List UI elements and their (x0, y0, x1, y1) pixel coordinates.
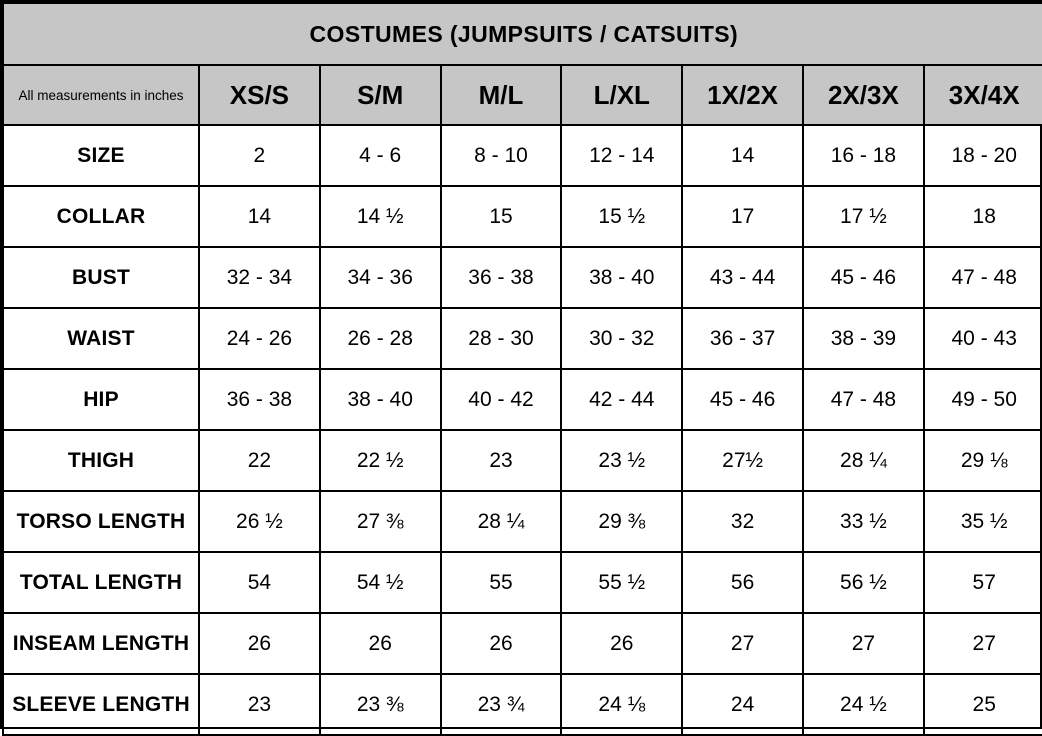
column-header-row (3, 65, 1042, 125)
column-header-l-xl: L/XL (561, 65, 682, 125)
cell-thigh-l-xl: 23 ½ (561, 430, 682, 491)
cell-torso-length-s-m: 27 ⅜ (320, 491, 441, 552)
cell-hip-s-m: 38 - 40 (320, 369, 441, 430)
cell-torso-length-3x-4x: 35 ½ (924, 491, 1042, 552)
row-label-waist: WAIST (3, 308, 199, 369)
cell-torso-length-1x-2x: 32 (682, 491, 803, 552)
column-header-s-m: S/M (320, 65, 441, 125)
cell-thigh-xs-s: 22 (199, 430, 320, 491)
cell-sleeve-length-l-xl: 24 ⅛ (561, 674, 682, 735)
cell-thigh-m-l: 23 (441, 430, 562, 491)
cell-hip-2x-3x: 47 - 48 (803, 369, 924, 430)
cell-size-m-l: 8 - 10 (441, 125, 562, 186)
cell-bust-3x-4x: 47 - 48 (924, 247, 1042, 308)
row-label-collar: COLLAR (3, 186, 199, 247)
cell-hip-xs-s: 36 - 38 (199, 369, 320, 430)
cell-torso-length-m-l: 28 ¼ (441, 491, 562, 552)
cell-inseam-length-2x-3x: 27 (803, 613, 924, 674)
cell-torso-length-l-xl: 29 ⅜ (561, 491, 682, 552)
cell-waist-s-m: 26 - 28 (320, 308, 441, 369)
column-header-1x-2x: 1X/2X (682, 65, 803, 125)
row-label-thigh: THIGH (3, 430, 199, 491)
table-row (3, 552, 1042, 613)
measurement-units-note: All measurements in inches (3, 65, 199, 125)
cell-hip-l-xl: 42 - 44 (561, 369, 682, 430)
table-row (3, 308, 1042, 369)
table-row (3, 369, 1042, 430)
cell-inseam-length-s-m: 26 (320, 613, 441, 674)
cell-collar-xs-s: 14 (199, 186, 320, 247)
cell-total-length-3x-4x: 57 (924, 552, 1042, 613)
cell-size-xs-s: 2 (199, 125, 320, 186)
cell-waist-l-xl: 30 - 32 (561, 308, 682, 369)
cell-hip-1x-2x: 45 - 46 (682, 369, 803, 430)
cell-sleeve-length-m-l: 23 ¾ (441, 674, 562, 735)
cell-inseam-length-xs-s: 26 (199, 613, 320, 674)
cell-thigh-3x-4x: 29 ⅛ (924, 430, 1042, 491)
cell-collar-s-m: 14 ½ (320, 186, 441, 247)
cell-total-length-xs-s: 54 (199, 552, 320, 613)
cell-inseam-length-l-xl: 26 (561, 613, 682, 674)
cell-collar-1x-2x: 17 (682, 186, 803, 247)
cell-total-length-s-m: 54 ½ (320, 552, 441, 613)
row-label-total-length: TOTAL LENGTH (3, 552, 199, 613)
cell-hip-m-l: 40 - 42 (441, 369, 562, 430)
cell-thigh-1x-2x: 27½ (682, 430, 803, 491)
table-row (3, 674, 1042, 735)
cell-bust-l-xl: 38 - 40 (561, 247, 682, 308)
cell-sleeve-length-3x-4x: 25 (924, 674, 1042, 735)
cell-size-2x-3x: 16 - 18 (803, 125, 924, 186)
table-body (3, 125, 1042, 735)
table-row (3, 247, 1042, 308)
cell-size-s-m: 4 - 6 (320, 125, 441, 186)
cell-total-length-l-xl: 55 ½ (561, 552, 682, 613)
cell-waist-m-l: 28 - 30 (441, 308, 562, 369)
cell-size-1x-2x: 14 (682, 125, 803, 186)
table-row (3, 491, 1042, 552)
cell-sleeve-length-xs-s: 23 (199, 674, 320, 735)
cell-size-l-xl: 12 - 14 (561, 125, 682, 186)
cell-inseam-length-3x-4x: 27 (924, 613, 1042, 674)
row-label-inseam-length: INSEAM LENGTH (3, 613, 199, 674)
cell-total-length-2x-3x: 56 ½ (803, 552, 924, 613)
table-row (3, 125, 1042, 186)
title-row (3, 3, 1042, 65)
column-header-2x-3x: 2X/3X (803, 65, 924, 125)
cell-torso-length-xs-s: 26 ½ (199, 491, 320, 552)
table-row (3, 186, 1042, 247)
cell-sleeve-length-2x-3x: 24 ½ (803, 674, 924, 735)
cell-waist-3x-4x: 40 - 43 (924, 308, 1042, 369)
cell-bust-1x-2x: 43 - 44 (682, 247, 803, 308)
cell-thigh-s-m: 22 ½ (320, 430, 441, 491)
cell-waist-xs-s: 24 - 26 (199, 308, 320, 369)
table-row (3, 430, 1042, 491)
cell-bust-2x-3x: 45 - 46 (803, 247, 924, 308)
size-chart-table (2, 2, 1042, 736)
column-header-m-l: M/L (441, 65, 562, 125)
cell-collar-3x-4x: 18 (924, 186, 1042, 247)
cell-inseam-length-1x-2x: 27 (682, 613, 803, 674)
cell-inseam-length-m-l: 26 (441, 613, 562, 674)
cell-collar-m-l: 15 (441, 186, 562, 247)
table-row (3, 613, 1042, 674)
row-label-torso-length: TORSO LENGTH (3, 491, 199, 552)
cell-sleeve-length-s-m: 23 ⅜ (320, 674, 441, 735)
cell-bust-xs-s: 32 - 34 (199, 247, 320, 308)
cell-collar-2x-3x: 17 ½ (803, 186, 924, 247)
cell-bust-s-m: 34 - 36 (320, 247, 441, 308)
row-label-size: SIZE (3, 125, 199, 186)
cell-total-length-1x-2x: 56 (682, 552, 803, 613)
cell-hip-3x-4x: 49 - 50 (924, 369, 1042, 430)
row-label-bust: BUST (3, 247, 199, 308)
cell-bust-m-l: 36 - 38 (441, 247, 562, 308)
row-label-hip: HIP (3, 369, 199, 430)
page-title: COSTUMES (JUMPSUITS / CATSUITS) (3, 3, 1042, 65)
cell-torso-length-2x-3x: 33 ½ (803, 491, 924, 552)
column-header-3x-4x: 3X/4X (924, 65, 1042, 125)
column-header-xs-s: XS/S (199, 65, 320, 125)
row-label-sleeve-length: SLEEVE LENGTH (3, 674, 199, 735)
cell-total-length-m-l: 55 (441, 552, 562, 613)
cell-collar-l-xl: 15 ½ (561, 186, 682, 247)
table-header (3, 3, 1042, 125)
cell-waist-1x-2x: 36 - 37 (682, 308, 803, 369)
cell-size-3x-4x: 18 - 20 (924, 125, 1042, 186)
cell-waist-2x-3x: 38 - 39 (803, 308, 924, 369)
cell-thigh-2x-3x: 28 ¼ (803, 430, 924, 491)
cell-sleeve-length-1x-2x: 24 (682, 674, 803, 735)
